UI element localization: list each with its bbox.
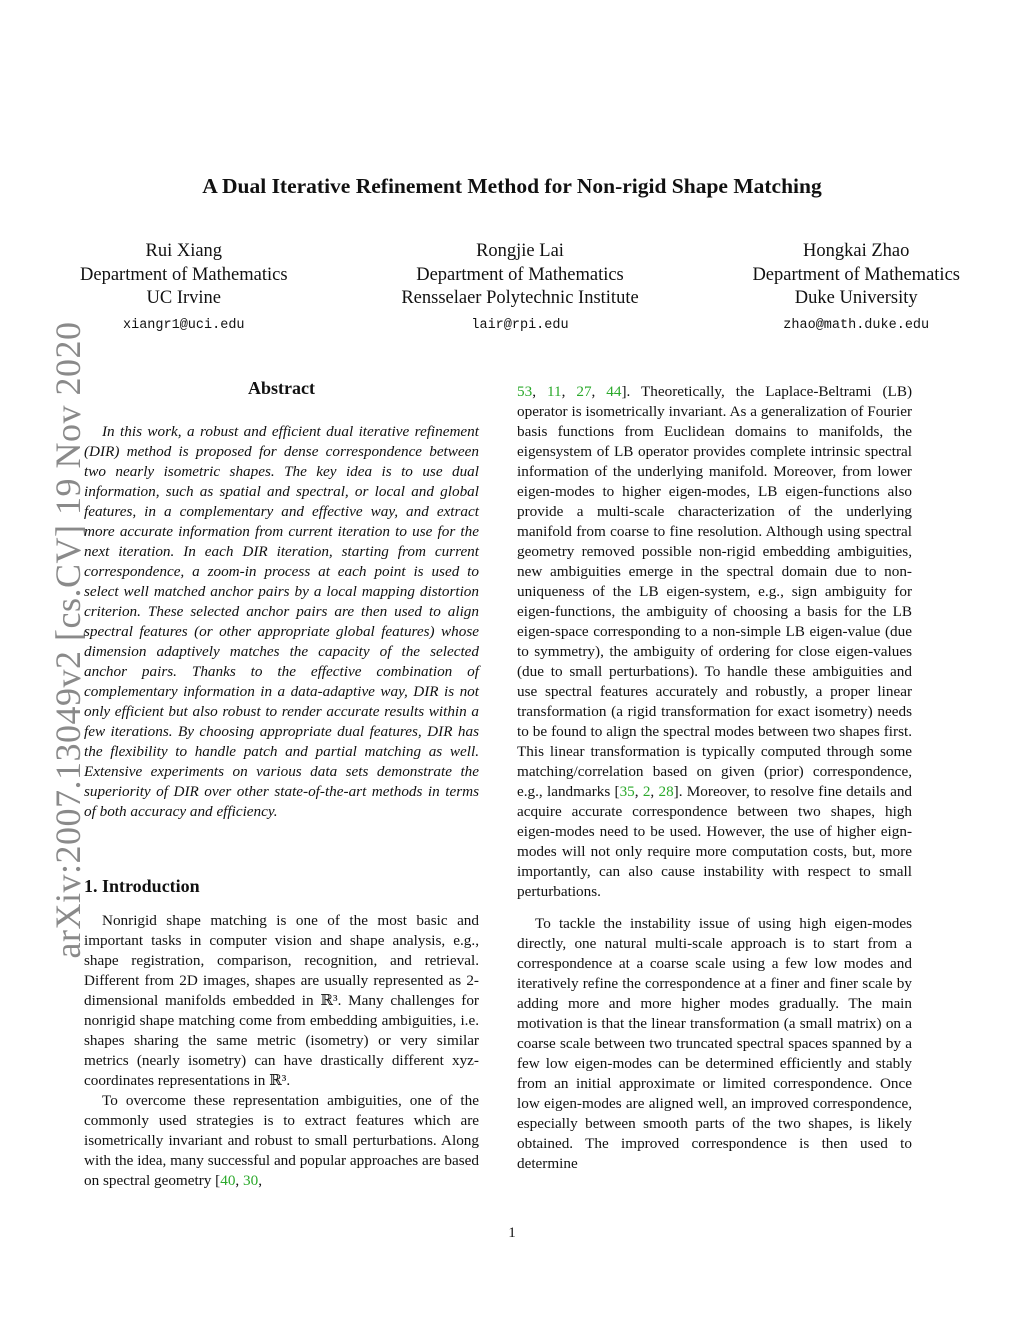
author-department: Department of Mathematics	[80, 264, 288, 285]
author-block	[80, 240, 960, 337]
citation-link[interactable]: 11	[546, 383, 562, 400]
citation-link[interactable]: 44	[606, 383, 622, 400]
author-name: Rongjie Lai	[476, 241, 564, 261]
author-1	[80, 240, 288, 337]
text-run: ,	[634, 783, 643, 800]
author-department: Department of Mathematics	[416, 264, 624, 285]
author-name: Hongkai Zhao	[803, 241, 910, 261]
text-run: ,	[591, 383, 607, 400]
math-symbol: ℝ³	[320, 992, 338, 1009]
citation-link[interactable]: 53	[517, 383, 533, 400]
text-run: ,	[650, 783, 659, 800]
text-run: ,	[561, 383, 577, 400]
right-paragraph-1	[517, 382, 912, 902]
author-department: Department of Mathematics	[752, 264, 960, 285]
author-email[interactable]: lair@rpi.edu	[471, 317, 569, 333]
text-run: .	[286, 1072, 291, 1089]
text-run: ]. Moreover, to resolve fine details and acquire accurate correspondence between two shapes, high eigen-modes need to be used. However, the use of higher eign-modes will not only require more computation costs, but, more importantly, can also cause instability with respect to small perturbations.	[517, 783, 913, 900]
citation-link[interactable]: 35	[619, 783, 635, 800]
introduction-heading: 1. Introduction	[84, 876, 200, 896]
page-number: 1	[508, 1225, 516, 1241]
abstract-heading: Abstract	[248, 378, 315, 398]
right-column	[517, 382, 912, 1174]
arxiv-stamp: arXiv:2007.13049v2 [cs.CV] 19 Nov 2020	[48, 321, 88, 959]
citation-link[interactable]: 28	[658, 783, 674, 800]
author-institution: Rensselaer Polytechnic Institute	[401, 288, 639, 308]
math-symbol: ℝ³	[269, 1072, 287, 1089]
text-run: ]. Theoretically, the Laplace-Beltrami (LB) operator is isometrically invariant. As a generalization of Fourier basis functions from Euclidean domains to manifolds, the eigensystem of LB operator provides complete intrinsic spectral information of the underlying manifold. Moreover, from lower eigen-modes to higher eigen-modes, LB eigen-functions also provide a multi-scale characterization of the underlying manifold from coarse to fine resolution. Although using spectral geometry removed possible non-rigid embedding ambiguities, new ambiguities emerge in the spectral domain due to non-uniqueness of the LB eigen-system, e.g., sign ambiguity for eigen-functions, the ambiguity of choosing a basis for the LB eigen-space corresponding to a non-simple LB eigen-value (due to symmetry), the ambiguity of ordering for close eigen-values (due to small perturbations). To handle these ambiguities and use spectral features accurately and robustly, a proper linear transformation (a rigid transformation for exact isometry) needs to be found to align the spectral modes between two shapes first. This linear transformation is typically computed through some matching/correlation based on given (prior) correspondence, e.g., landmarks [	[517, 383, 913, 800]
text-run: ,	[235, 1172, 243, 1189]
introduction-section	[84, 876, 479, 1191]
author-institution: Duke University	[794, 288, 918, 308]
paper-title: A Dual Iterative Refinement Method for Non-rigid Shape Matching	[202, 174, 822, 198]
text-run: To overcome these representation ambiguities, one of the commonly used strategies is to extract features which are isometrically invariant and robust to small perturbations. Along with the idea, many successful and popular approaches are based on spectral geometry [	[84, 1092, 479, 1189]
text-run: ,	[258, 1172, 262, 1189]
intro-paragraph-2	[84, 1091, 479, 1191]
text-run: Nonrigid shape matching is one of the most basic and important tasks in computer vision and shape analysis, e.g., shape registration, comparison, recognition, and retrieval. Different from 2D images, shapes are usually represented as 2-dimensional manifolds embedded in	[84, 912, 479, 1009]
author-name: Rui Xiang	[145, 241, 223, 261]
intro-paragraph-1	[84, 911, 479, 1091]
author-institution: UC Irvine	[146, 288, 222, 308]
citation-link[interactable]: 30	[243, 1172, 259, 1189]
author-3	[752, 240, 960, 337]
right-paragraph-2: To tackle the instability issue of using high eigen-modes directly, one natural multi-scale approach is to start from a correspondence at a coarse scale using a few low modes and iteratively refine the correspondence at a finer and finer scale by adding more and more higher modes gradually. The main motivation is that the linear transformation (a small matrix) on a coarse scale between two truncated spectral spaces spanned by a few low eigen-modes can be determined efficiently and stably from an initial approximate or limited correspondence. Once low eigen-modes are aligned well, an improved correspondence, especially between smooth parts of the two shapes, is likely obtained. The improved correspondence is then used to determine	[517, 915, 912, 1172]
citation-link[interactable]: 2	[642, 783, 651, 800]
text-run: . Many challenges for nonrigid shape matching come from embedding ambiguities, i.e. shapes sharing the same metric (isometry) or very similar metrics (nearly isometry) can have drastically different xyz-coordinates representations in	[84, 992, 479, 1089]
author-2	[401, 240, 638, 337]
text-run: ,	[532, 383, 547, 400]
author-email[interactable]: zhao@math.duke.edu	[783, 317, 930, 333]
citation-link[interactable]: 40	[220, 1172, 236, 1189]
abstract-section	[84, 378, 479, 822]
abstract-body: In this work, a robust and efficient dual iterative refinement (DIR) method is proposed for dense correspondence between two nearly isometric shapes. The key idea is to use dual information, such as spatial and spectral, or local and global features, in a complementary and effective way, and extract more accurate information from current iteration to use for the next iteration. In each DIR iteration, starting from current correspondence, a zoom-in process at each point is used to select well matched anchor pairs by a local mapping distortion criterion. These selected anchor pairs are then used to align spectral features (or other appropriate global features) whose dimension adaptively matches the capacity of the selected anchor pairs. Thanks to the effective combination of complementary information in a data-adaptive way, DIR is not only efficient but also robust to render accurate results within a few iterations. By choosing appropriate dual features, DIR has the flexibility to handle patch and partial matching as well. Extensive experiments on various data sets demonstrate the superiority of DIR over other state-of-the-art methods in terms of both accuracy and efficiency.	[84, 423, 479, 820]
author-email[interactable]: xiangr1@uci.edu	[123, 317, 245, 333]
citation-link[interactable]: 27	[576, 383, 592, 400]
